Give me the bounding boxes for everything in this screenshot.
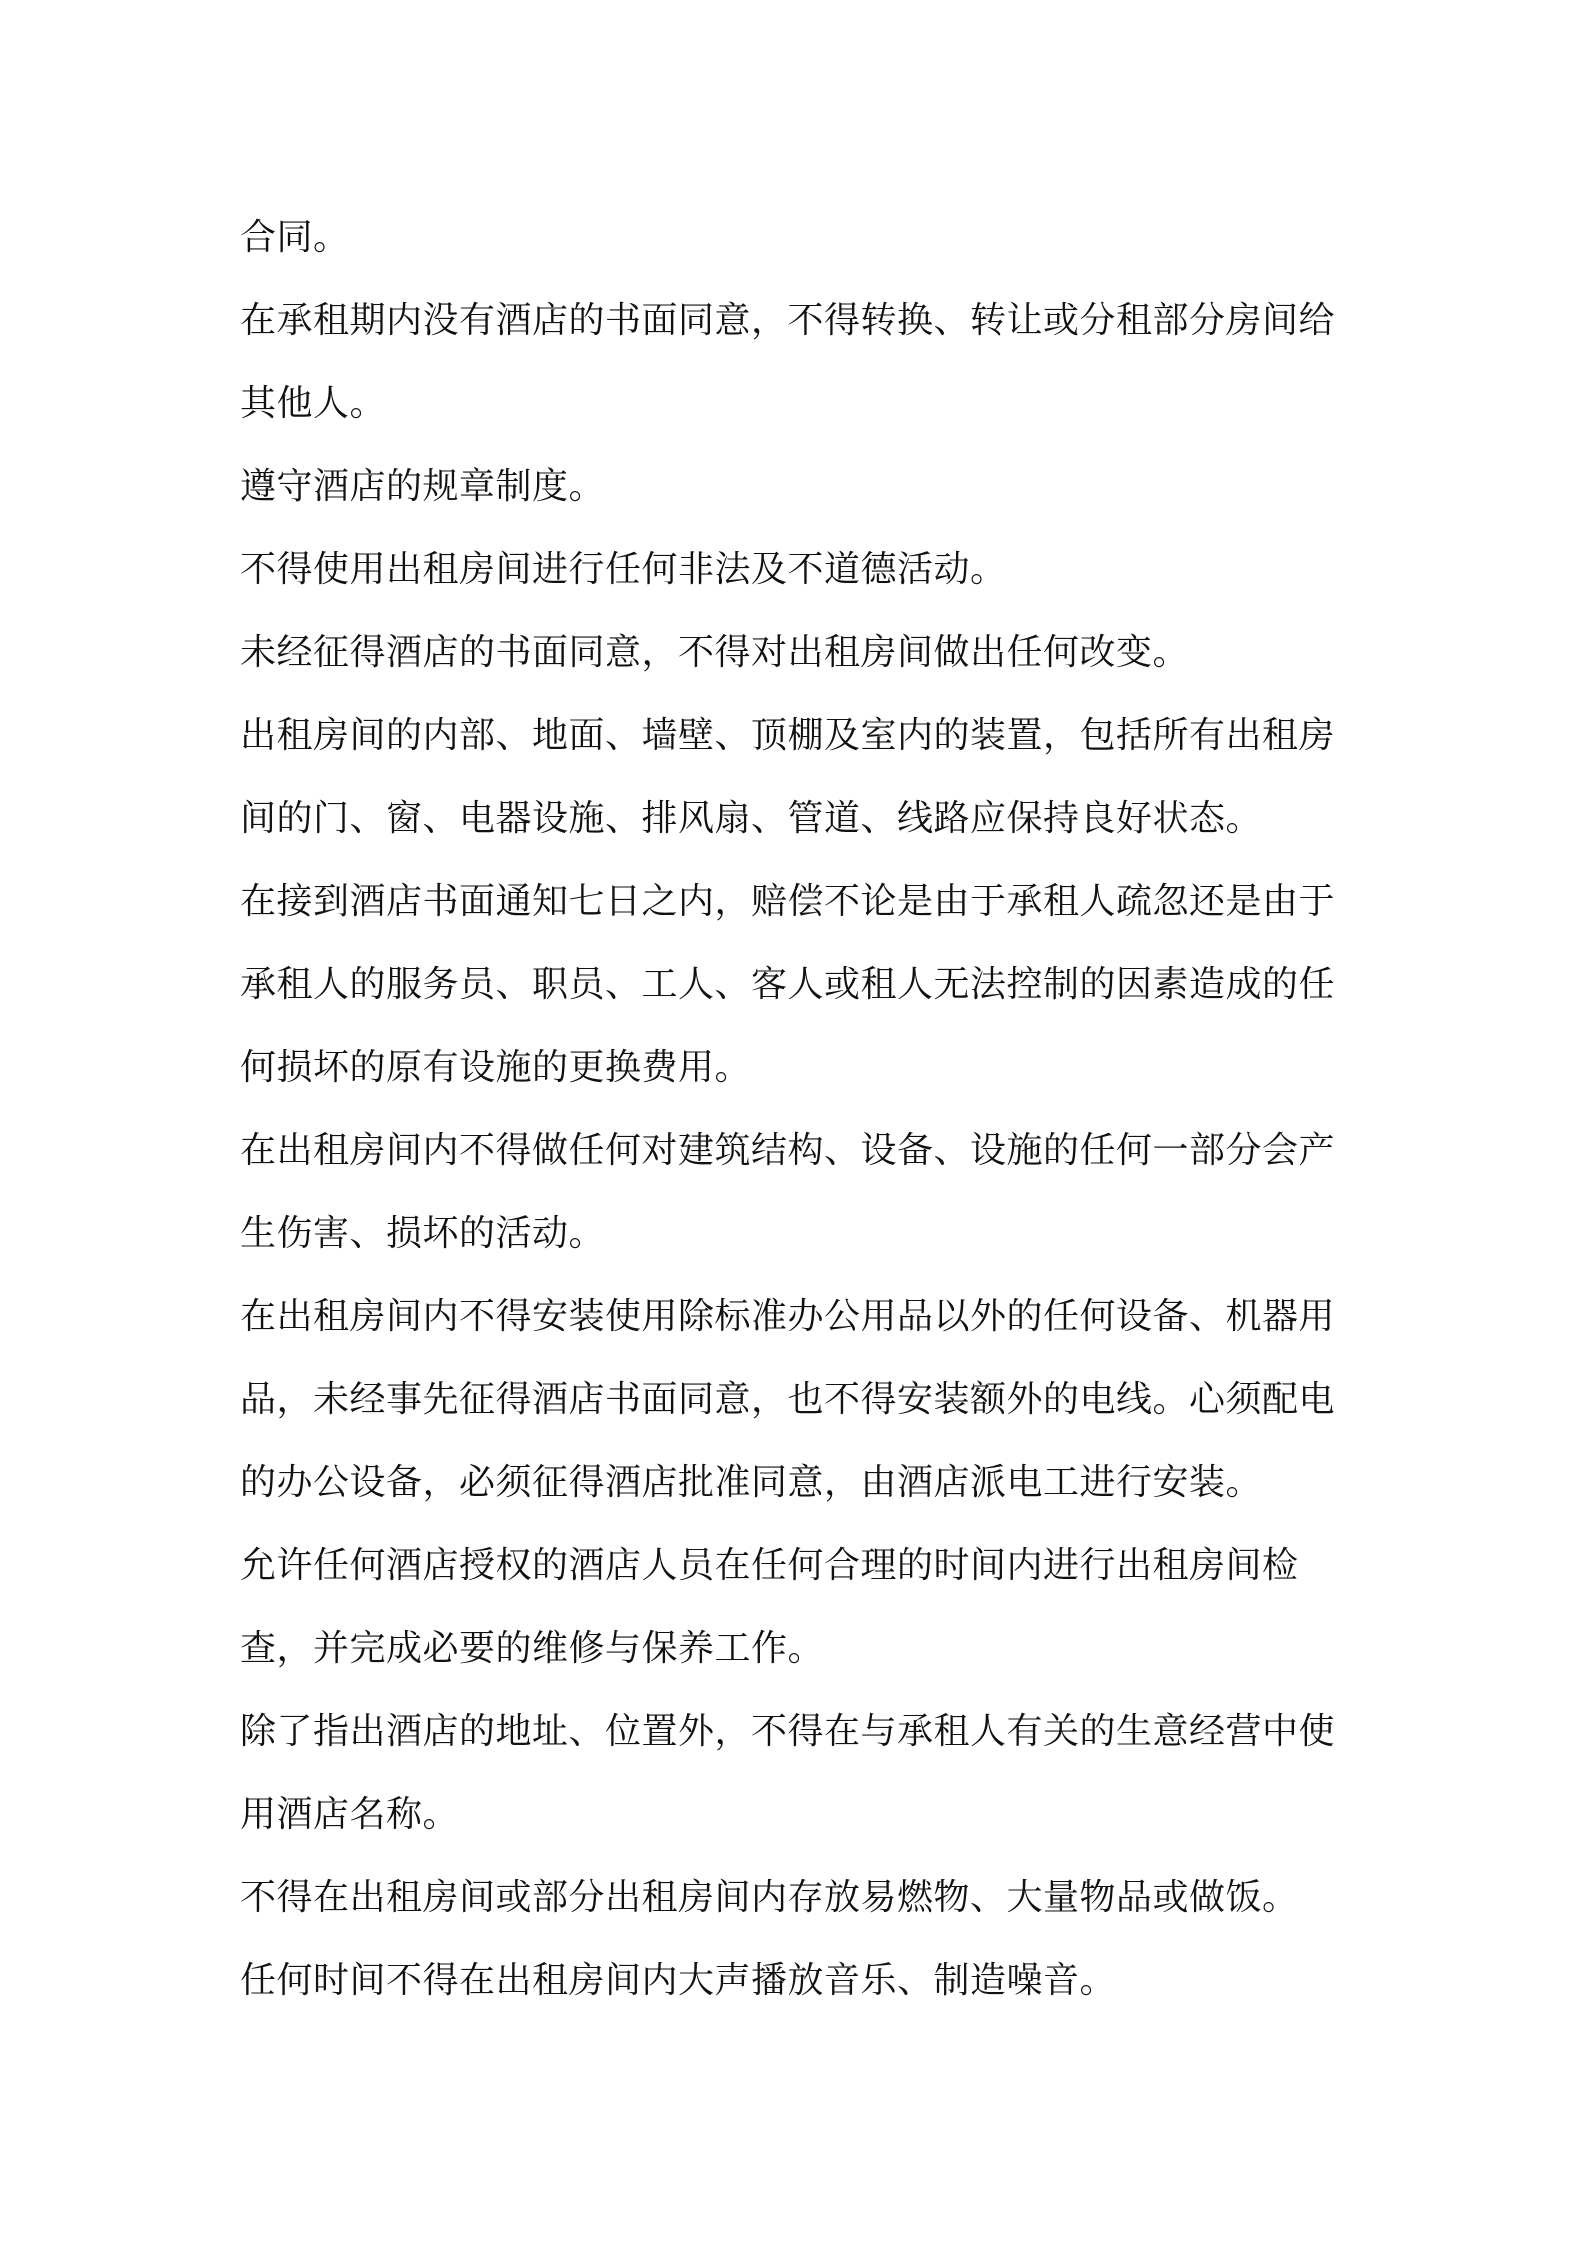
paragraph: 任何时间不得在出租房间内大声播放音乐、制造噪音。 — [240, 1960, 1117, 2001]
paragraph: 出租房间的内部、地面、墙壁、顶棚及室内的装置，包括所有出租房间的门、窗、电器设施、排风扇、管道、线路应保持良好状态。 — [240, 715, 1336, 839]
paragraph: 不得在出租房间或部分出租房间内存放易燃物、大量物品或做饭。 — [240, 1877, 1299, 1918]
paragraph: 未经征得酒店的书面同意，不得对出租房间做出任何改变。 — [240, 632, 1190, 673]
paragraph: 合同。 — [240, 217, 350, 258]
paragraph: 在接到酒店书面通知七日之内，赔偿不论是由于承租人疏忽还是由于承租人的服务员、职员、工人、客人或租人无法控制的因素造成的任何损坏的原有设施的更换费用。 — [240, 881, 1336, 1088]
paragraph: 在承租期内没有酒店的书面同意，不得转换、转让或分租部分房间给其他人。 — [240, 300, 1336, 424]
paragraph: 除了指出酒店的地址、位置外，不得在与承租人有关的生意经营中使用酒店名称。 — [240, 1711, 1336, 1835]
paragraph: 在出租房间内不得做任何对建筑结构、设备、设施的任何一部分会产生伤害、损坏的活动。 — [240, 1130, 1336, 1254]
document-body — [240, 196, 1360, 2022]
paragraph: 在出租房间内不得安装使用除标准办公用品以外的任何设备、机器用品，未经事先征得酒店书面同意，也不得安装额外的电线。心须配电的办公设备，必须征得酒店批准同意，由酒店派电工进行安装。 — [240, 1296, 1336, 1503]
paragraph: 遵守酒店的规章制度。 — [240, 466, 606, 507]
paragraph: 允许任何酒店授权的酒店人员在任何合理的时间内进行出租房间检查，并完成必要的维修与保养工作。 — [240, 1545, 1299, 1669]
paragraph: 不得使用出租房间进行任何非法及不道德活动。 — [240, 549, 1007, 590]
